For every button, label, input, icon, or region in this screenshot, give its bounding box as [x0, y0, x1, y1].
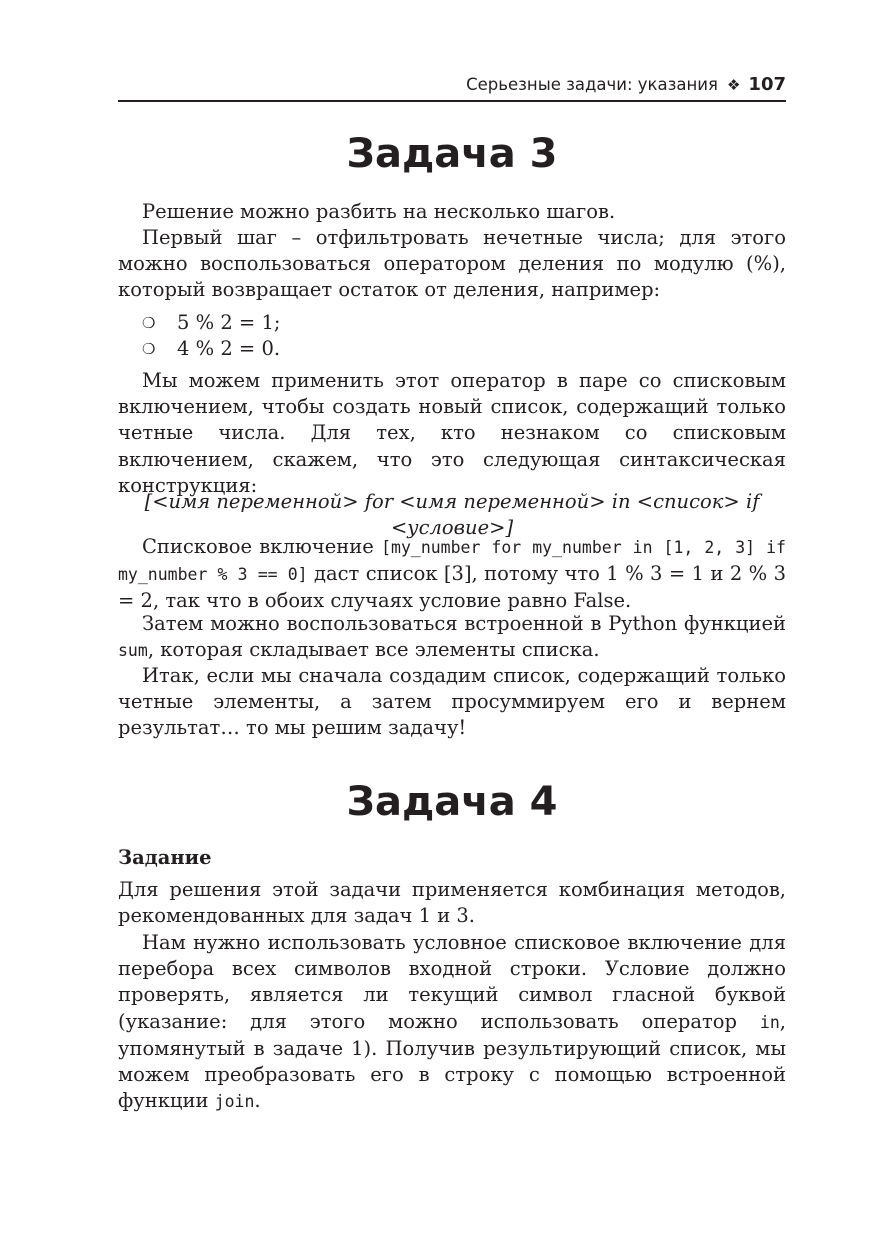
list-item-text: 5 % 2 = 1;	[177, 311, 281, 334]
task-3-paragraph-2: Первый шаг – отфильтровать нечетные числа; для этого можно воспользоваться оператором деления по модулю (%), который возвращает остаток от деления, например:	[118, 226, 786, 302]
inline-code: in	[759, 1012, 780, 1032]
paragraph-text: Затем можно воспользоваться встроенной в Python функцией	[142, 612, 786, 635]
task-3-heading: Задача 3	[346, 131, 558, 177]
paragraph-text: .	[254, 1089, 261, 1113]
running-head-title: Серьезные задачи: указания	[466, 75, 718, 94]
list-item-text: 4 % 2 = 0.	[177, 337, 281, 360]
paragraph-text: Списковое включение	[142, 535, 382, 558]
fleuron-icon: ❖	[726, 76, 741, 94]
task-4-heading: Задача 4	[346, 779, 558, 825]
task-4-paragraph-1: Для решения этой задачи применяется комбинация методов, рекомендованных для задач 1 и 3.	[118, 878, 786, 928]
task-4-subheading: Задание	[118, 846, 212, 869]
syntax-formula: [<имя переменной> for <имя переменной> in <список> if <условие>]	[144, 490, 760, 539]
circle-bullet-icon: ❍	[142, 340, 156, 358]
list-item	[142, 336, 782, 362]
paragraph-text: даст список [3], потому что 1 % 3 = 1 и 2 % 3 = 2, так что в обоих случаях условие равно False.	[118, 562, 786, 613]
circle-bullet-icon: ❍	[142, 314, 156, 332]
list-item	[142, 310, 782, 336]
inline-code: sum	[118, 641, 148, 661]
task-3-paragraph-4	[118, 534, 786, 615]
task-3-paragraph-3: Мы можем применить этот оператор в паре со списковым включением, чтобы создать новый список, содержащий только четные числа. Для тех, кто незнаком со списковым включением, скажем, что это следующая синтаксическая конструкция:	[118, 369, 786, 497]
inline-code: [my_number for my_number in [1, 2, 3] if my_number % 3 == 0]	[118, 538, 786, 585]
task-3-paragraph-5	[118, 611, 786, 664]
task-3-paragraph-6: Итак, если мы сначала создадим список, содержащий только четные элементы, а затем просуммируем его и вернем результат… то мы решим задачу!	[118, 664, 786, 740]
page-number: 107	[748, 74, 786, 95]
task-3-paragraph-1: Решение можно разбить на несколько шагов.	[142, 200, 616, 223]
paragraph-text: , упомянутый в задаче 1). Получив результирующий список, мы можем преобразовать его в строку с помощью встроенной функции	[118, 1009, 786, 1113]
task-4-paragraph-2	[118, 930, 786, 1115]
paragraph-text: , которая складывает все элементы списка.	[147, 638, 600, 662]
inline-code: join	[214, 1092, 255, 1112]
running-head	[118, 72, 786, 98]
header-rule	[118, 100, 786, 102]
paragraph-text: Нам нужно использовать условное списковое включение для перебора всех символов входной строки. Условие должно проверять, является ли текущий символ гласной буквой (указание: для этого можно использовать оператор	[118, 931, 786, 1033]
